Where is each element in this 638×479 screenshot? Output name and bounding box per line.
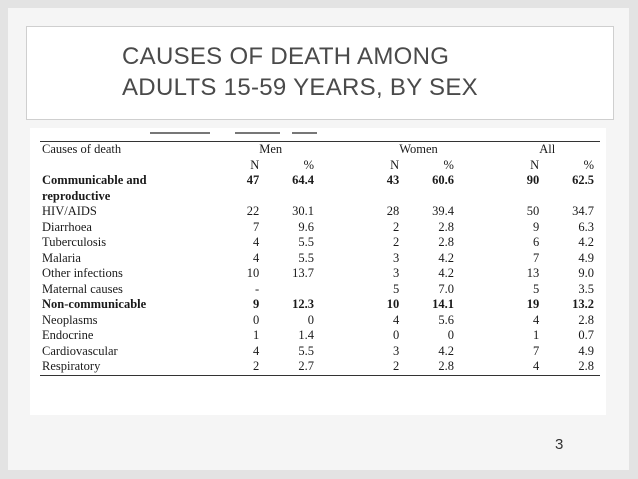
table-row: [40, 282, 600, 298]
cell-women-p: 2.8: [399, 359, 460, 375]
cell-all-p: 9.0: [578, 266, 594, 280]
cell-all-p: 6.3: [578, 219, 594, 234]
cell-men-n: 22: [246, 204, 260, 218]
cell-men-p: [259, 282, 320, 298]
header-men-n: N: [250, 157, 260, 172]
table-image: [30, 128, 606, 415]
cell-all-p: 13.2: [572, 297, 594, 311]
cell-men-p: 2.7: [259, 359, 320, 375]
cell-women-n: 43: [386, 173, 400, 187]
table-row: [40, 297, 600, 313]
cell-women-n: 3: [392, 250, 400, 265]
cell-all-n: 50: [526, 204, 540, 218]
cell-men-n: 4: [252, 250, 260, 265]
table-row-continuation: [40, 189, 600, 205]
cell-men-n: 47: [246, 173, 260, 187]
cell-women-n: 2: [392, 235, 400, 249]
slide-title: [122, 41, 602, 103]
cell-women-p: 5.6: [438, 312, 454, 327]
cell-men-p: 1.4: [298, 328, 314, 342]
header-men-pct: %: [303, 157, 314, 172]
cell-women-p: 4.2: [438, 250, 454, 265]
cell-all-n: 7: [532, 343, 540, 358]
cell-men-p: 5.5: [298, 250, 314, 265]
cell-all-n: 4: [496, 359, 539, 375]
cell-women-n: 3: [392, 343, 400, 358]
table-header-row: [40, 142, 600, 158]
row-label: Tuberculosis: [42, 235, 107, 249]
cell-men-p: 64.4: [292, 173, 314, 187]
header-all-n: N: [530, 157, 540, 172]
cell-women-p: 4.2: [438, 266, 454, 280]
cell-all-p: 4.9: [578, 250, 594, 265]
row-label-continued: reproductive: [42, 188, 111, 203]
table-row: [40, 266, 600, 282]
title-line-1: CAUSES OF DEATH AMONG: [122, 43, 450, 70]
cell-women-p: 0: [447, 328, 454, 342]
cell-women-n: 4: [392, 312, 400, 327]
table-row: [40, 251, 600, 267]
cell-women-n: 10: [386, 297, 400, 311]
cell-all-p: 4.2: [578, 235, 594, 249]
cell-women-p: 2.8: [438, 219, 454, 234]
table-row: [40, 235, 600, 251]
cell-men-n: 2: [216, 359, 259, 375]
cell-men-n: 4: [252, 235, 260, 249]
cell-all-p: 34.7: [572, 204, 594, 218]
cell-all-p: 3.5: [578, 281, 594, 296]
cell-men-n: 0: [252, 312, 260, 327]
header-women: Women: [399, 142, 438, 156]
cell-women-p: 7.0: [438, 281, 454, 296]
cell-all-n: 19: [526, 297, 540, 311]
cell-all-n: 5: [532, 281, 540, 296]
cell-men-p: 9.6: [298, 219, 314, 234]
slide: [8, 8, 629, 470]
row-label: Malaria: [42, 250, 81, 265]
header-men: Men: [259, 142, 283, 156]
table-row: [40, 313, 600, 329]
table-row: [40, 220, 600, 236]
cell-women-n: 5: [392, 281, 400, 296]
cell-all-n: 1: [532, 328, 540, 342]
row-label: Communicable and: [42, 173, 147, 187]
cell-women-n: 2: [392, 219, 400, 234]
cell-men-n: 9: [252, 297, 260, 311]
row-label: Endocrine: [42, 328, 94, 342]
cell-women-p: 2.8: [438, 235, 454, 249]
cell-all-p: 62.5: [572, 173, 594, 187]
table-row: [40, 173, 600, 189]
cell-all-n: 90: [526, 173, 540, 187]
title-box: [26, 26, 614, 120]
cell-all-n: 9: [532, 219, 540, 234]
row-label: HIV/AIDS: [42, 204, 97, 218]
cell-men-n: 1: [252, 328, 260, 342]
cell-all-p: 2.8: [578, 312, 594, 327]
row-label: Neoplasms: [42, 312, 98, 327]
header-all: All: [539, 142, 556, 156]
cell-men-n: 4: [252, 343, 260, 358]
cell-all-n: 6: [532, 235, 540, 249]
cell-men-p: 5.5: [298, 343, 314, 358]
title-line-2: ADULTS 15-59 YEARS, BY SEX: [122, 74, 478, 101]
table-subheader-row: [40, 158, 600, 174]
cell-all-p: 4.9: [578, 343, 594, 358]
cell-women-n: 3: [392, 266, 400, 280]
cell-women-n: 0: [392, 328, 400, 342]
causes-of-death-table: [40, 141, 600, 376]
row-label: Respiratory: [40, 359, 216, 375]
header-women-n: N: [390, 157, 400, 172]
cell-all-p: 0.7: [578, 328, 594, 342]
cell-men-p: 12.3: [292, 297, 314, 311]
header-causes: Causes of death: [42, 142, 122, 156]
cell-men-p: 30.1: [292, 204, 314, 218]
row-label: Maternal causes: [42, 281, 123, 296]
cell-women-p: 14.1: [432, 297, 454, 311]
cell-men-n: 7: [252, 219, 260, 234]
cell-women-n: 28: [386, 204, 400, 218]
cell-men-p: 0: [307, 312, 314, 327]
cell-men-n: 10: [246, 266, 260, 280]
cell-men-p: 13.7: [292, 266, 314, 280]
cell-men-n: -: [255, 281, 260, 296]
table-row: [40, 359, 600, 375]
header-women-pct: %: [443, 157, 454, 172]
table-row: [40, 344, 600, 360]
table-row: [40, 328, 600, 344]
cell-women-p: 60.6: [432, 173, 454, 187]
header-all-pct: %: [583, 157, 594, 172]
cell-women-p: 4.2: [438, 343, 454, 358]
row-label: Diarrhoea: [42, 219, 92, 234]
row-label: Other infections: [42, 266, 123, 280]
table-row: [40, 204, 600, 220]
cell-all-n: 7: [532, 250, 540, 265]
cell-women-n: 2: [356, 359, 399, 375]
cell-women-p: 39.4: [432, 204, 454, 218]
row-label: Non-communicable: [42, 297, 147, 311]
row-label: Cardiovascular: [42, 343, 118, 358]
cell-all-n: 4: [532, 312, 540, 327]
cropped-caption-fragment: [30, 128, 606, 140]
cell-all-n: 13: [526, 266, 540, 280]
slide-number: 3: [555, 436, 564, 453]
cell-all-p: 2.8: [539, 359, 600, 375]
cell-men-p: 5.5: [298, 235, 314, 249]
